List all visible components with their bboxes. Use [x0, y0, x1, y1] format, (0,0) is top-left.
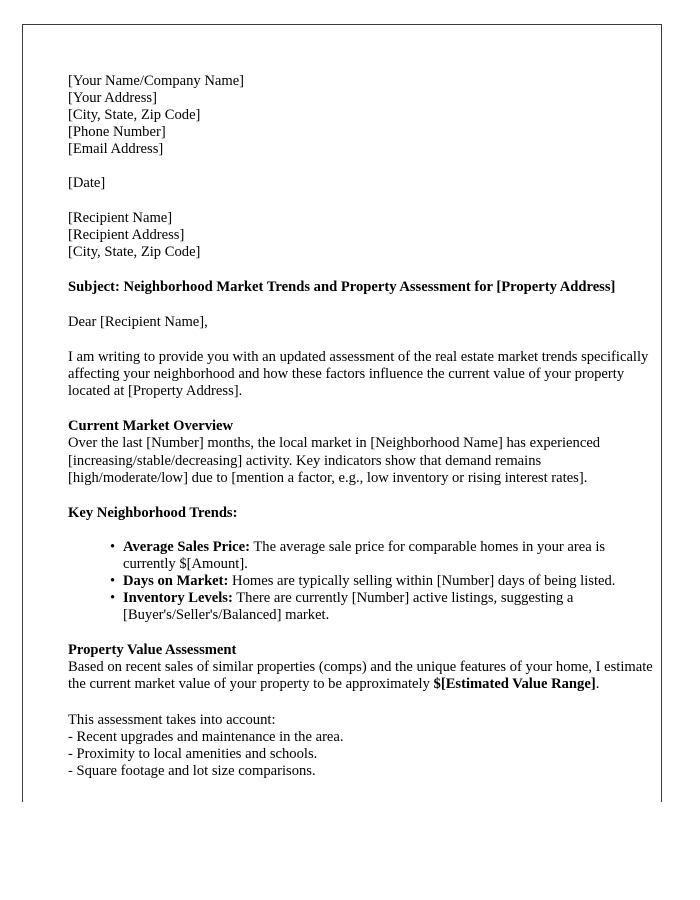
sender-city-state-zip-line: [City, State, Zip Code]	[68, 107, 201, 124]
property-value-body-prefix: Based on recent sales of similar properties (comps) and the unique features of your home, I estimate the current market value of your property to be approximately	[68, 659, 653, 693]
consideration-item: - Proximity to local amenities and schools.	[68, 745, 318, 762]
spacer-after-property-value	[68, 694, 658, 712]
sender-address-line: [Your Address]	[68, 90, 157, 107]
spacer-after-market-overview	[68, 487, 658, 505]
considerations-lead-in: This assessment takes into account:	[68, 711, 276, 728]
market-overview-body: Over the last [Number] months, the local market in [Neighborhood Name] has experienced [increasing/stable/decreasing] activity. Key indicators show that demand remains [high/moderate/low] due to [mention a factor, e.g., low inventory or rising interest rates].	[68, 435, 601, 486]
trend-term: Days on Market:	[123, 572, 229, 589]
trend-text: Homes are typically selling within [Number] days of being listed.	[228, 572, 616, 589]
recipient-address-line: [Recipient Address]	[68, 226, 185, 243]
spacer-after-trends	[68, 624, 658, 642]
market-overview-heading: Current Market Overview	[68, 418, 234, 435]
document-page	[22, 24, 662, 802]
subject-line: Subject: Neighborhood Market Trends and Property Assessment for [Property Address]	[68, 278, 616, 295]
spacer-after-subject	[68, 296, 658, 314]
intro-paragraph: I am writing to provide you with an updated assessment of the real estate market trends specifically affecting your neighborhood and how these factors influence the current value of your property located at [Property Address].	[68, 349, 649, 400]
date-line: [Date]	[68, 175, 106, 192]
list-item	[111, 590, 658, 624]
trend-text: There are currently [Number] active listings, suggesting a [Buyer's/Seller's/Balanced] market.	[123, 590, 574, 624]
spacer-after-intro	[68, 400, 658, 418]
spacer-after-recipient	[68, 261, 658, 279]
sender-phone-line: [Phone Number]	[68, 124, 166, 141]
list-item	[111, 539, 658, 573]
property-value-body	[68, 659, 658, 693]
trend-term: Average Sales Price:	[123, 538, 250, 555]
date-block	[68, 175, 658, 192]
spacer-after-salutation	[68, 331, 658, 349]
recipient-name-line: [Recipient Name]	[68, 209, 173, 226]
trends-list	[68, 539, 658, 624]
estimated-value-range: $[Estimated Value Range]	[433, 676, 596, 693]
bullet-icon: •	[110, 572, 116, 589]
spacer-before-trend-list	[68, 522, 658, 539]
consideration-item: - Square footage and lot size comparisons.	[68, 762, 316, 779]
consideration-item: - Recent upgrades and maintenance in the area.	[68, 728, 344, 745]
spacer-after-date	[68, 193, 658, 210]
trends-heading: Key Neighborhood Trends:	[68, 504, 238, 521]
property-value-body-suffix: .	[595, 676, 600, 693]
list-item	[111, 573, 658, 590]
recipient-city-state-zip-line: [City, State, Zip Code]	[68, 243, 201, 260]
sender-address-block	[68, 73, 658, 158]
letter-content	[68, 73, 658, 780]
recipient-address-block	[68, 210, 658, 261]
salutation-line: Dear [Recipient Name],	[68, 313, 208, 330]
property-value-heading: Property Value Assessment	[68, 642, 237, 659]
sender-email-line: [Email Address]	[68, 141, 164, 158]
trend-term: Inventory Levels:	[123, 590, 233, 607]
trend-text: The average sale price for comparable homes in your area is currently $[Amount].	[123, 538, 606, 572]
sender-name-line: [Your Name/Company Name]	[68, 73, 245, 89]
spacer-after-sender	[68, 158, 658, 175]
bullet-icon: •	[110, 590, 116, 607]
bullet-icon: •	[110, 538, 116, 555]
